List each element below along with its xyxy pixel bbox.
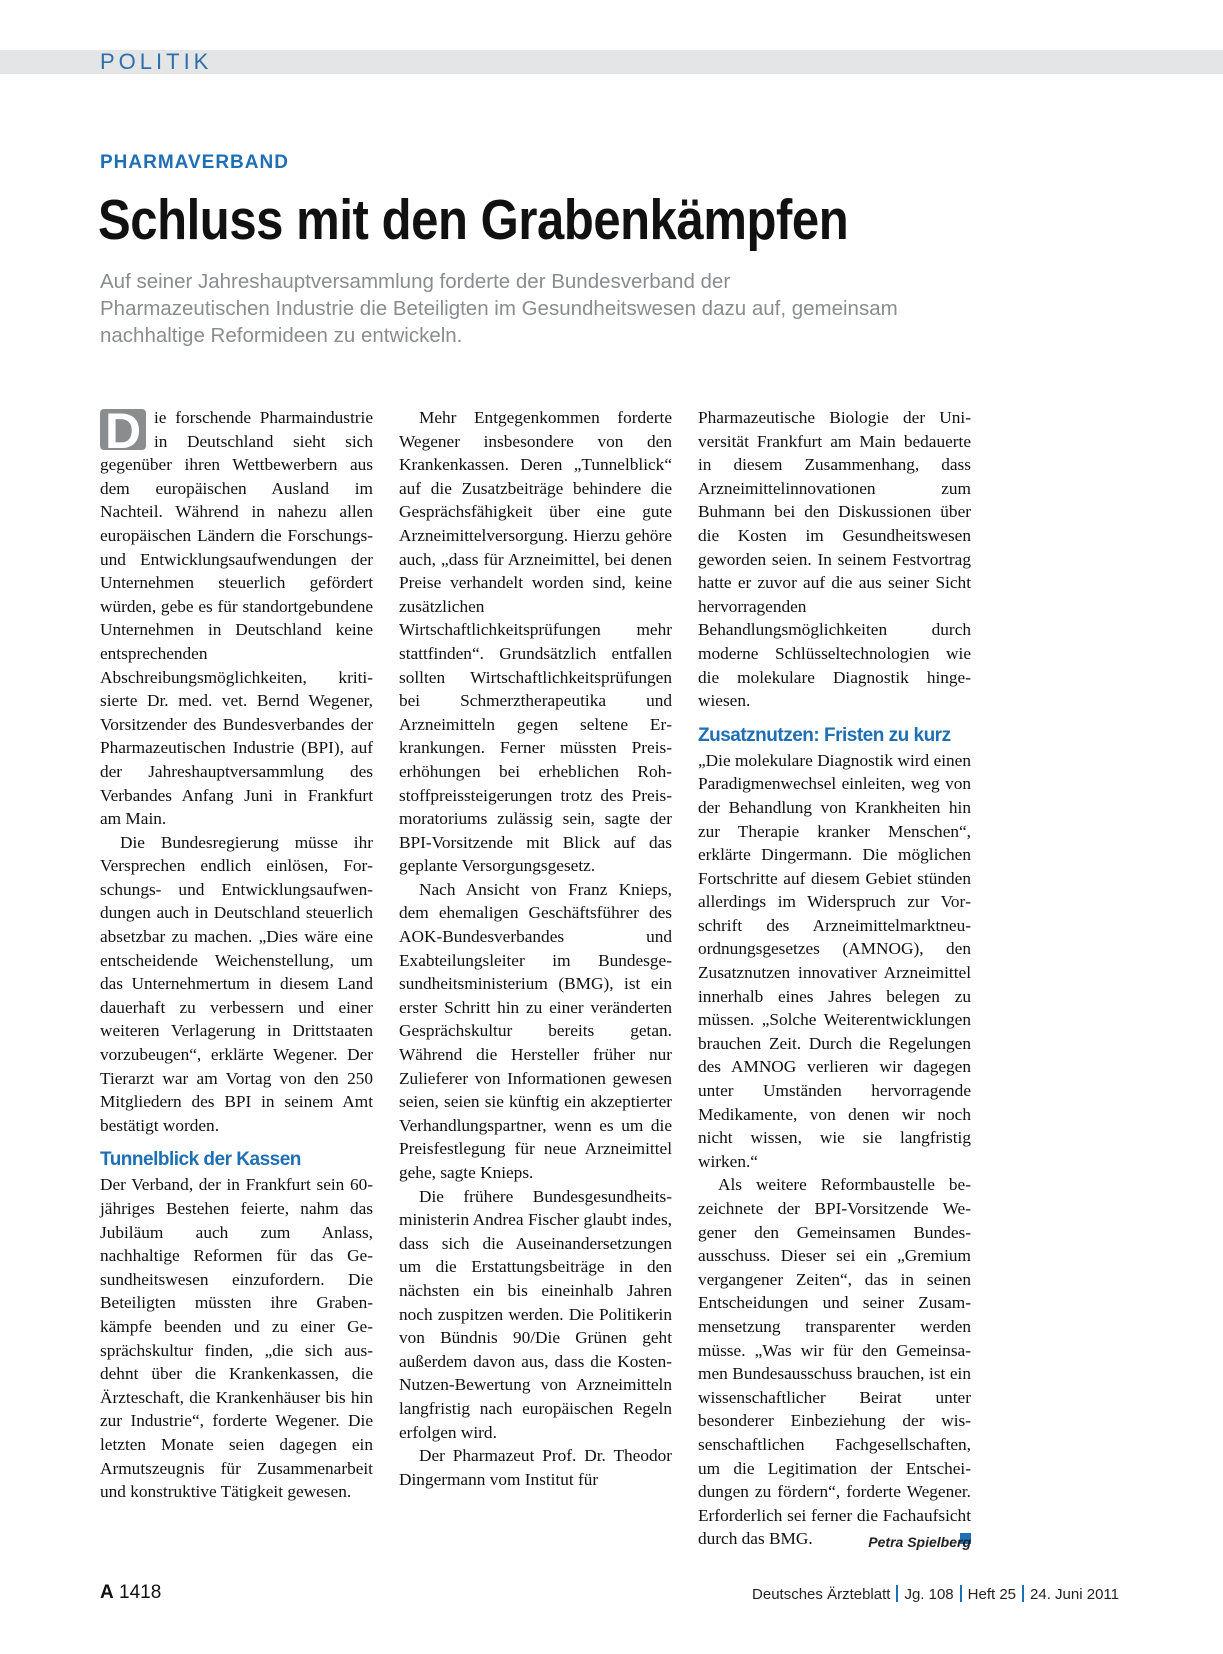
paragraph: Mehr Entgegenkommen forderte Wegener insbesondere von den Krankenkassen. Deren „Tunnelblick“ auf die Zusatzbeiträge behindere die Gesprächsfähigkeit über eine gute Arzneimittelversorgung. Hierzu gehöre auch, „dass für Arzneimittel, bei denen Preise verhandelt worden sind, keine zusätzlichen Wirtschaftlichkeitsprüfungen mehr stattfinden“. Grundsätzlich entfallen sollten Wirtschaftlichkeitsprüfungen bei Schmerztherapeutika und Arzneimitteln gegen seltene Erkrankungen. Ferner müssten Preiserhöhungen bei erheblichen Rohstoffpreissteigerungen trotz des Preismoratoriums zulässig sein, sagte der BPI-Vorsitzende mit Blick auf das geplante Versorgungsgesetz.: [399, 408, 672, 876]
footer-citation: [752, 1585, 1119, 1603]
paragraph: Nach Ansicht von Franz Knieps, dem ehemaligen Geschäftsführer des AOK-Bundesverbandes und Exabteilungsleiter im Bundesgesundheitsministerium (BMG), ist ein erster Schritt hin zu einer veränderten Gesprächskultur bereits getan. Während die Hersteller früher nur Zulieferer von Informationen gewesen seien, seien sie künftig ein akzeptierter Verhandlungspartner, wenn es um die Preisfestlegung für neue Arzneimittel gehe, sagte Knieps.: [399, 879, 672, 1182]
article-teaser: Auf seiner Jahreshauptversammlung forderte der Bundesverband der Pharmazeutischen Industrie die Beteiligten im Gesundheitswesen dazu auf, gemeinsam nachhaltige Reformideen zu entwickeln.: [100, 270, 898, 347]
paragraph: Der Verband, der in Frankfurt sein 60-jähriges Bestehen feierte, nahm das Jubiläum auch zum Anlass, nachhaltige Reformen für das Gesundheitswesen einzufordern. Die Beteiligten müssten ihre Grabenkämpfe beenden und zu einer Gesprächskultur finden, „die sich ausdehnt über die Krankenkassen, die Ärzteschaft, die Krankenhäuser bis hin zur Industrie“, forderte Wegener. Die letzten Monate seien dagegen ein Armutszeugnis für Zusammenarbeit und konstruktive Tätigkeit gewesen.: [100, 1175, 373, 1502]
paragraph: „Die molekulare Diagnostik wird einen Paradigmenwechsel einleiten, weg von der Behandlung von Krankheiten hin zur Therapie kranker Menschen“, erklärte Dingermann. Die möglichen Fortschritte auf diesem Gebiet stünden allerdings im Widerspruch zur Vorschrift des Arzneimittelmarktneuordnungsgesetzes (AMNOG), den Zusatznutzen innovativer Arzneimittel innerhalb eines Jahres belegen zu müssen. „Solche Weiterentwicklungen brauchen Zeit. Durch die Regelungen des AMNOG verlieren wir dagegen unter Umständen hervorragende Medikamente, von denen wir noch nicht wissen, wie sie langfristig wirken.“: [698, 750, 971, 1171]
subheading-zusatznutzen: Zusatznutzen: Fristen zu kurz: [698, 724, 951, 746]
paragraph: Die Bundesregierung müsse ihr Versprechen endlich einlösen, Forschungs- und Entwicklungsaufwendungen auch in Deutschland steuerlich absetzbar zu machen. „Dies wäre eine entscheidende Weichenstellung, um das Unternehmertum in diesem Land dauerhaft zu verbessern und einer weiteren Verlagerung in Drittstaaten vorzubeugen“, erklärte Wegener. Der Tierarzt war am Vortag von den 250 Mitgliedern des BPI in seinem Amt bestätigt worden.: [100, 832, 373, 1135]
article-column-3: [698, 406, 971, 1551]
paragraph: [100, 403, 373, 831]
paragraph-text: ie forschende Pharmaindustrie in Deutschland sieht sich gegenüber ihren Wettbewerbern aus dem europäischen Ausland im Nachteil. Während in nahezu allen europäischen Ländern die Forschungs- und Entwicklungsaufwendungen der Unternehmen steuerlich gefördert würden, gebe es für standortgebundene Unternehmen in Deutschland keine entsprechenden Abschreibungsmöglichkeiten, kritisierte Dr. med. vet. Bernd Wegener, Vorsitzender des Bundesverbandes der Pharmazeutischen Industrie (BPI), auf der Jahreshauptversammlung des Verbandes Anfang Juni in Frankfurt am Main.: [100, 408, 373, 829]
journal-issue: Heft 25: [967, 1586, 1017, 1603]
paragraph-part: Der Pharmazeut Prof. Dr. Theodor Dingermann vom Institut für: [399, 1446, 672, 1489]
page-prefix: A: [100, 1582, 114, 1603]
article-kicker: PHARMAVERBAND: [100, 152, 289, 173]
footer-separator: [960, 1585, 962, 1602]
paragraph: Die frühere Bundesgesundheitsministerin Andrea Fischer glaubt indes, dass sich die Auseinandersetzungen um die Erstattungsbeiträge in den nächsten ein bis eineinhalb Jahren noch zuspitzen werden. Die Politikerin von Bündnis 90/Die Grünen geht außerdem davon aus, dass die Kosten-Nutzen-Bewertung von Arzneimitteln langfristig nach europäischen Regeln erfolgen wird.: [399, 1186, 672, 1442]
author-byline: Petra Spielberg: [868, 1534, 971, 1550]
article-column-2: [399, 406, 672, 1491]
journal-date: 24. Juni 2011: [1030, 1586, 1119, 1603]
journal-name: Deutsches Ärzteblatt: [752, 1586, 891, 1603]
drop-cap: D: [100, 409, 146, 450]
paragraph: Als weitere Reformbaustelle bezeichnete der BPI-Vorsitzende Wegener den Gemeinsamen Bundesausschuss. Dieser sei ein „Gremium vergangener Zeiten“, das in seinen Entscheidungen und seiner Zusammensetzung transparenter werden müsse. „Was wir für den Gemeinsamen Bundesausschuss brauchen, ist ein wissenschaftlicher Beirat unter besonderer Einbeziehung der wissenschaftlichen Fachgesellschaften, um die Legitimation der Entscheidungen zu fördern“, forderte Wegener. Erforderlich sei ferner die Fachaufsicht durch das BMG.: [698, 1175, 971, 1549]
subheading-tunnelblick: Tunnelblick der Kassen: [100, 1149, 301, 1171]
article-headline: Schluss mit den Grabenkämpfen: [98, 188, 849, 252]
page-number-value: 1418: [119, 1582, 162, 1603]
footer-separator: [1022, 1585, 1024, 1602]
article-column-1: [100, 403, 373, 1504]
journal-volume: Jg. 108: [904, 1586, 954, 1603]
page-number: [100, 1582, 161, 1604]
footer-separator: [896, 1585, 898, 1602]
paragraph-continued: Pharmazeutische Biologie der Universität Frankfurt am Main bedauerte in diesem Zusammenhang, dass Arzneimittelinnovationen zum Buhmann bei den Diskussionen über die Kosten im Gesundheitswesen geworden seien. In seinem Festvortrag hatte er zuvor auf die aus seiner Sicht hervorragenden Behandlungsmöglichkeiten durch moderne Schlüsseltechnologien wie die molekulare Diagnostik hingewiesen.: [698, 408, 971, 711]
section-rubric: POLITIK: [100, 49, 213, 74]
